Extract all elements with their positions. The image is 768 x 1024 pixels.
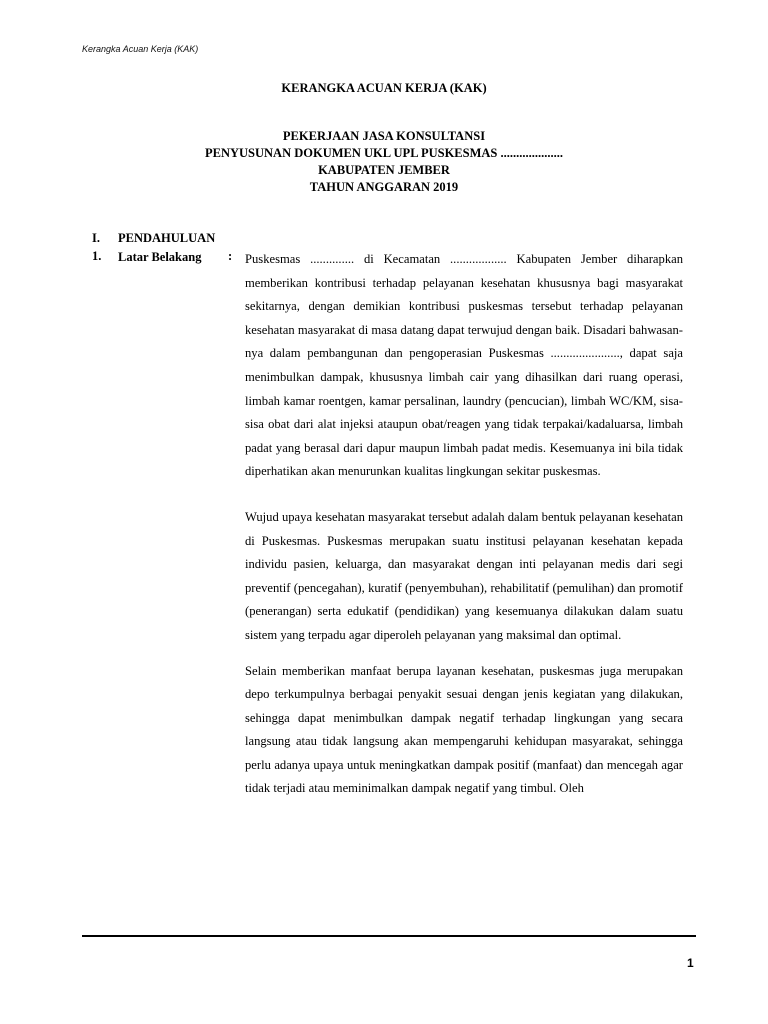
page-number: 1 xyxy=(687,956,694,970)
subtitle-line-2: PENYUSUNAN DOKUMEN UKL UPL PUSKESMAS .................... xyxy=(204,146,563,160)
subtitle-line-3: KABUPATEN JEMBER xyxy=(318,163,450,177)
footer-divider xyxy=(82,935,696,937)
section-number: I. xyxy=(92,231,100,245)
paragraph-3: Selain memberikan manfaat berupa layanan kesehatan, puskesmas juga merupakan depo terkumpulnya berbagai penyakit sesuai dengan jenis kegiatan yang dilakukan, sehingga dapat menimbulkan dampak negatif terhadap lingkungan yang secara langsung atau tidak langsung akan mempengaruhi kehidupan masyarakat, sehingga perlu adanya upaya untuk meningkatkan dampak positif (manfaat) dan mencegah agar tidak terjadi atau meminimalkan dampak negatif yang timbul. Oleh xyxy=(245,663,683,796)
document-title: KERANGKA ACUAN KERJA (KAK) xyxy=(281,81,487,95)
item-label: Latar Belakang xyxy=(118,250,202,264)
subtitle-block xyxy=(0,128,768,196)
section-heading xyxy=(92,231,215,246)
body-text xyxy=(245,248,683,823)
section-title: PENDAHULUAN xyxy=(118,231,216,245)
running-header: Kerangka Acuan Kerja (KAK) xyxy=(82,44,199,54)
subtitle-line-4: TAHUN ANGGARAN 2019 xyxy=(309,180,459,194)
item-colon: : xyxy=(228,249,233,263)
item-number: 1. xyxy=(92,249,102,263)
subtitle-line-1: PEKERJAAN JASA KONSULTANSI xyxy=(282,129,486,143)
paragraph-1: Puskesmas .............. di Kecamatan .................. Kabupaten Jember diharapkan memberikan kontribusi terhadap pelayanan kesehatan khususnya bagi masyarakat sekitarnya, dengan demikian kontribusi puskesmas tersebut terhadap pelayanan kesehatan masyarakat di masa datang dapat terwujud dengan baik. Disadari bahwasan-nya dalam pembangunan dan pengoperasian Puskesmas ......................, dapat saja menimbulkan dampak, khususnya limbah cair yang dihasilkan dari ruang operasi, limbah kamar roentgen, kamar persalinan, laundry (pencucian), limbah WC/KM, sisa-sisa obat dari alat injeksi ataupun obat/reagen yang tidak terpakai/kadaluarsa, limbah padat yang berasal dari dapur maupun limbah padat medis. Kesemuanya ini bila tidak diperhatikan akan menurunkan kualitas lingkungan sekitar puskesmas. xyxy=(245,252,683,479)
paragraph-2: Wujud upaya kesehatan masyarakat tersebut adalah dalam bentuk pelayanan kesehatan di Puskesmas. Puskesmas merupakan suatu institusi pelayanan kesehatan kepada individu pasien, keluarga, dan masyarakat dengan inti pelayanan medis dari segi preventif (pencegahan), kuratif (penyembuhan), rehabilitatif (pemulihan) dan promotif (penerangan) serta edukatif (pendidikan) yang kesemuanya dilakukan dalam suatu sistem yang terpadu agar diperoleh pelayanan yang maksimal dan optimal. xyxy=(245,509,683,642)
